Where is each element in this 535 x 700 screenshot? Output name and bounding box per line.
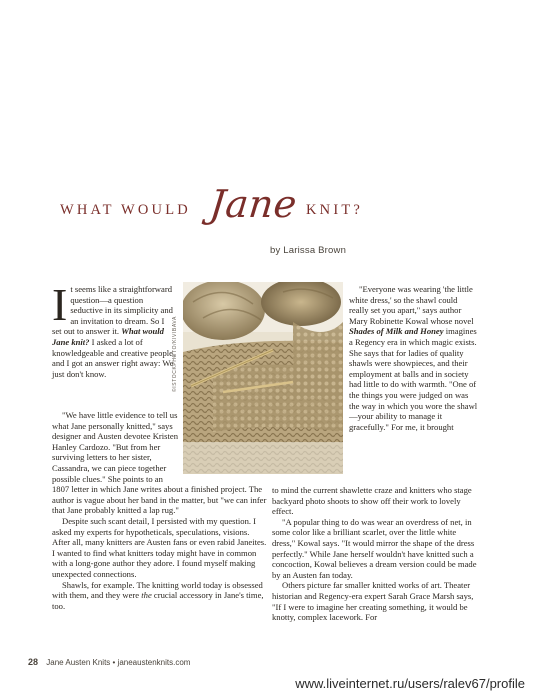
paragraph-intro-question: What would Jane knit? (52, 326, 164, 347)
byline: by Larissa Brown (270, 245, 347, 256)
yarn-knitting-image (183, 282, 343, 474)
paragraph-shawls (52, 580, 267, 612)
book-title: Shades of Milk and Honey (349, 326, 444, 337)
knitting-photo (183, 282, 343, 474)
column-right-top (349, 284, 479, 432)
title-part-what-would: WHAT WOULD (60, 202, 191, 218)
paragraph-intro-a: t seems like a straightforward question—a question seductive in its simplicity and an invitation to dream. So I set out to answer it. (52, 284, 173, 337)
title-jane-script: Jane (207, 182, 300, 226)
footer-text: Jane Austen Knits • janeaustenknits.com (46, 658, 191, 667)
paragraph-kowal-b: imagines a Regency era in which magic exists. She says that for ladies of quality shawls were showpieces, and their employment at balls and in society had little to do with warmth. "One of the things you were judged on was the way in which you wore the shawl—your ability to manage it gracefully." For me, it brought (349, 326, 478, 432)
paragraph-intro-b: I asked a lot of knowledgeable and creative people, and I got an answer right away: We just don't know. (52, 336, 176, 379)
paragraph-overdress: "A popular thing to do was wear an overdress of net, in some color like a brilliant scarlet, over the little white dress," Kowal says. "It would mirror the shape of the dress perfectly." While Jane herself wouldn't have knitted such a concoction, Kowal believes a dream version could be made by an Austen fan today. (272, 516, 477, 580)
paragraph-kowal-a: "Everyone was wearing 'the little white dress,' so the shawl could really set you apart," says author Mary Robinette Kowal whose novel (349, 284, 474, 326)
page-footer (28, 657, 190, 667)
paragraph-marsh: Others picture far smaller knitted works of art. Theater historian and Regency-era expert Sarah Grace Marsh says, "If I were to imagine her creating something, it would be knotty, complex lacework. For (272, 580, 474, 623)
watermark: www.liveinternet.ru/users/ralev67/profile (295, 676, 525, 691)
paragraph-kowal-c: to mind the current shawlette craze and knitters who stage backyard photo shoots to show off their work to lovely effect. (272, 485, 472, 517)
paragraph-shawls-a: Shawls, for example. The knitting world today is obsessed with them, and they were (52, 579, 263, 601)
column-left-top (52, 279, 176, 379)
paragraph-persisted: Despite such scant detail, I persisted with my question. I asked my experts for hypotheticals, speculations, visions. After all, many knitters are Austen fans or even rabid Janeites. I wanted to find what knitters today might have in common with a long-gone author they adore. I found myself making unexpected connections. (52, 515, 267, 579)
column-right-bottom (272, 485, 480, 623)
article-title (60, 182, 500, 232)
paragraph-cardozo: "We have little evidence to tell us what Jane personally knitted," says designer and Austen devotee Kristen Hanley Cardozo. "But from her surviving letters to her sister, Cassandra, we can piece together possible clues." She points to an 1807 letter in which Jane writes about a finished project. The author is vague about her band in the matter, but "we can infer that Jane probably knitted a lap rug." (52, 410, 267, 516)
title-part-knit: KNIT? (306, 202, 364, 218)
paragraph-shawls-b: crucial accessory in Jane's time, too. (52, 590, 264, 611)
paragraph-shawls-em: the (141, 590, 152, 601)
drop-cap: I (52, 279, 68, 330)
photo-credit: ©ISTOCKPHOTO/KIVIBAVA (172, 316, 178, 392)
page-number: 28 (28, 657, 39, 667)
